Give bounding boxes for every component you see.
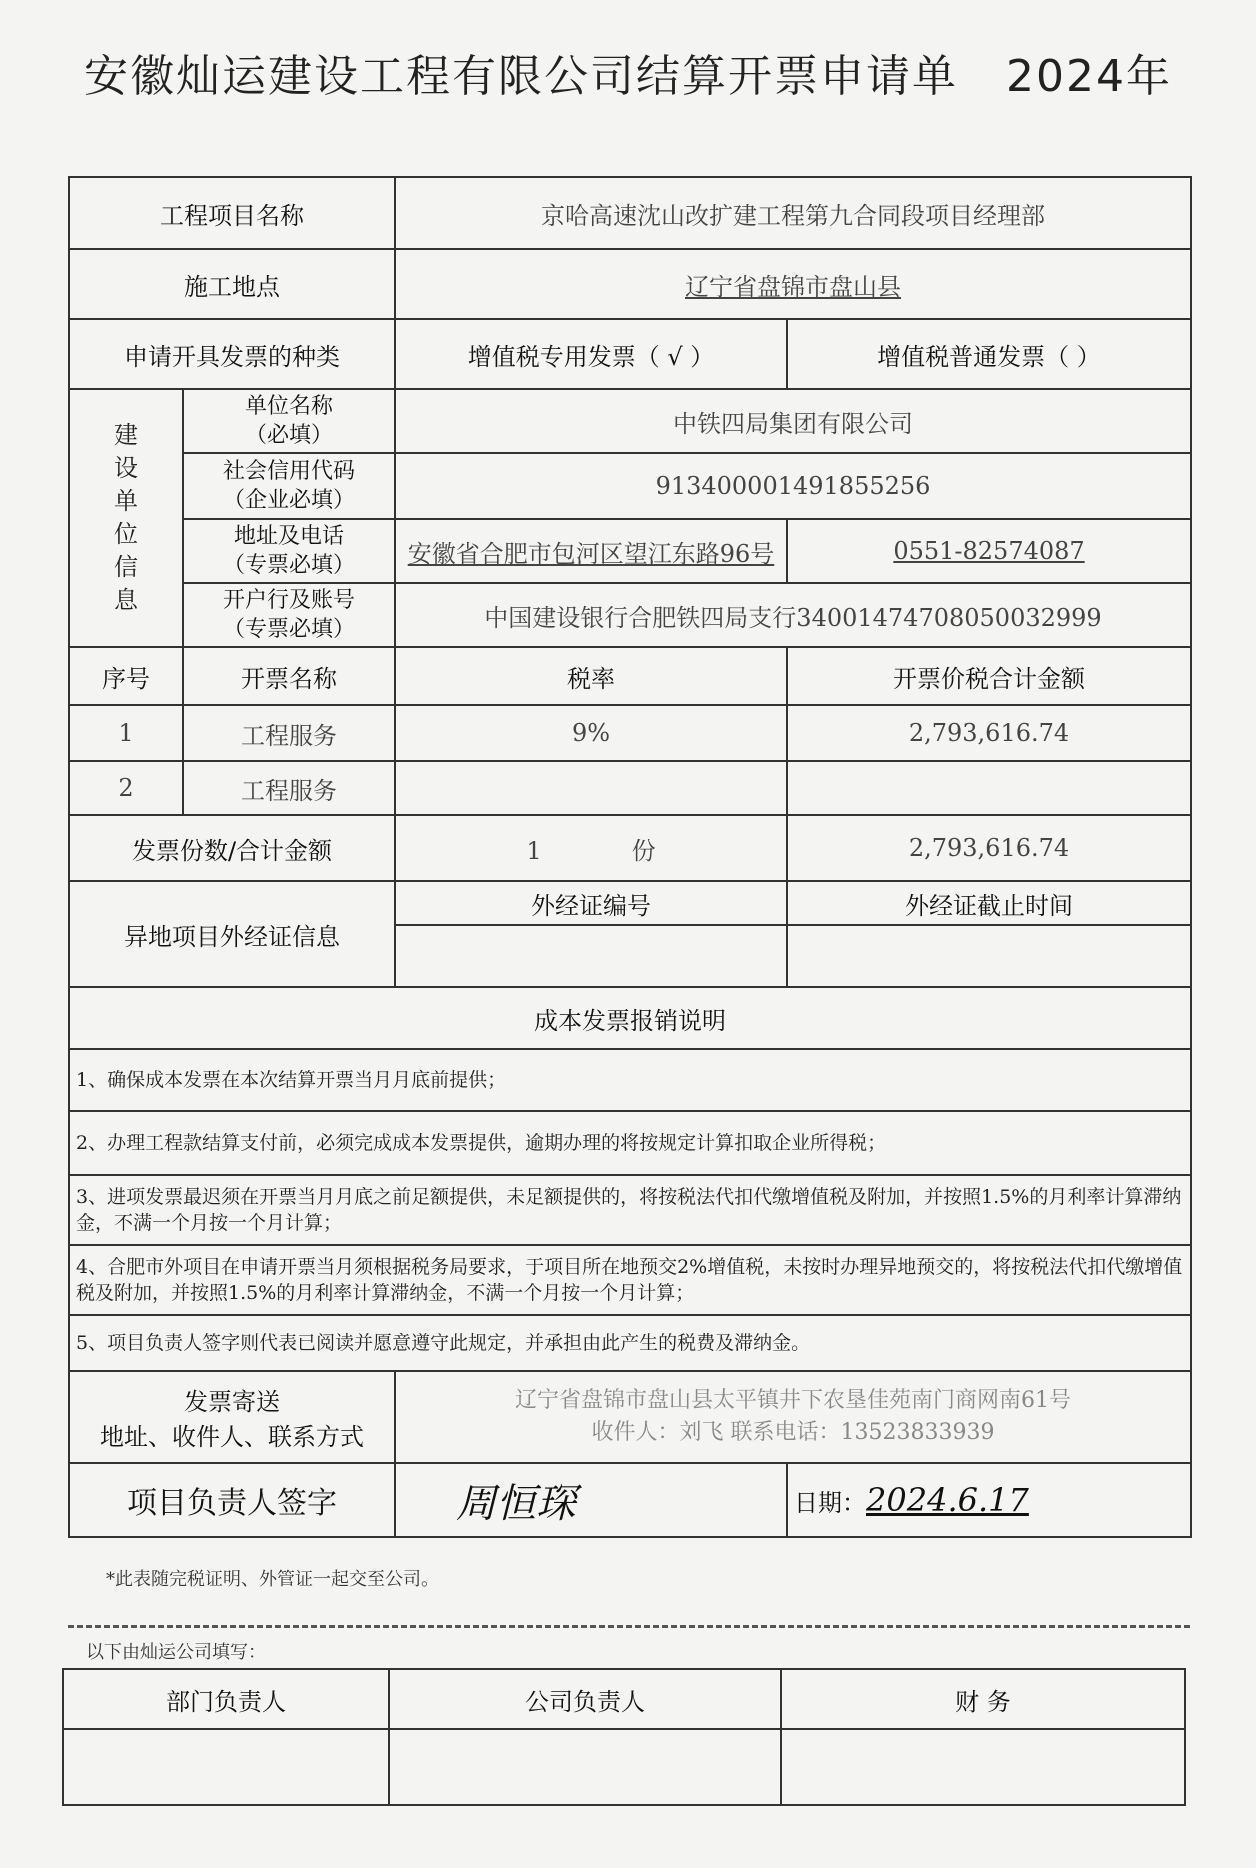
- totals-amount: 2,793,616.74: [787, 815, 1191, 881]
- signature-value: 周恒琛: [395, 1463, 787, 1537]
- builder-name-value: 中铁四局集团有限公司: [395, 389, 1191, 453]
- col-header-amount: 开票价税合计金额: [787, 647, 1191, 705]
- item-rate: 9%: [395, 705, 787, 761]
- item-no: 1: [69, 705, 183, 761]
- credit-code-label: [183, 453, 395, 519]
- col-header-no: 序号: [69, 647, 183, 705]
- table-row: [69, 761, 1191, 815]
- item-amount: 2,793,616.74: [787, 705, 1191, 761]
- mailing-recipient: 收件人：刘飞 联系电话：13523833939: [591, 1420, 995, 1445]
- notes-title: 成本发票报销说明: [69, 987, 1191, 1049]
- company-head-sign: [389, 1729, 781, 1805]
- note-item-1: 1、确保成本发票在本次结算开票当月月底前提供；: [69, 1049, 1191, 1111]
- builder-name-label: [183, 389, 395, 453]
- permit-no-label: 外经证编号: [395, 881, 787, 925]
- permit-no-value: [395, 925, 787, 987]
- date-label: 日期：: [794, 1489, 866, 1517]
- address-phone-req: （专票必填）: [222, 553, 355, 578]
- item-amount: [787, 761, 1191, 815]
- mailing-label-1: 发票寄送: [184, 1388, 280, 1416]
- invoice-type-label: 申请开具发票的种类: [69, 319, 395, 389]
- signature-date: [787, 1463, 1191, 1537]
- credit-code-req: （企业必填）: [222, 488, 355, 513]
- location-label: 施工地点: [69, 249, 395, 319]
- bank-account-label-text: 开户行及账号: [222, 588, 355, 613]
- address-phone-label: [183, 519, 395, 583]
- builder-name-req: （必填）: [244, 423, 333, 448]
- project-name-label: 工程项目名称: [69, 177, 395, 249]
- invoice-count: 1: [526, 836, 542, 865]
- invoice-count-unit: 份: [631, 836, 656, 865]
- address-value: 安徽省合肥市包河区望江东路96号: [395, 519, 787, 583]
- invoice-type-special: 增值税专用发票（ √ ）: [395, 319, 787, 389]
- company-head-label: 公司负责人: [389, 1669, 781, 1729]
- project-name-value: 京哈高速沈山改扩建工程第九合同段项目经理部: [395, 177, 1191, 249]
- dept-head-label: 部门负责人: [63, 1669, 389, 1729]
- item-name: 工程服务: [183, 761, 395, 815]
- table-row: [69, 705, 1191, 761]
- item-name: 工程服务: [183, 705, 395, 761]
- permit-deadline-label: 外经证截止时间: [787, 881, 1191, 925]
- title-year: 2024年: [1006, 51, 1172, 102]
- location-value: 辽宁省盘锦市盘山县: [395, 249, 1191, 319]
- bank-account-value: 中国建设银行合肥铁四局支行34001474708050032999: [395, 583, 1191, 647]
- item-rate: [395, 761, 787, 815]
- note-item-5: 5、项目负责人签字则代表已阅读并愿意遵守此规定，并承担由此产生的税费及滞纳金。: [69, 1315, 1191, 1371]
- bank-account-req: （专票必填）: [222, 617, 355, 642]
- dept-head-sign: [63, 1729, 389, 1805]
- finance-sign: [781, 1729, 1185, 1805]
- totals-label: 发票份数/合计金额: [69, 815, 395, 881]
- title-text: 安徽灿运建设工程有限公司结算开票申请单: [84, 51, 958, 102]
- permit-deadline-value: [787, 925, 1191, 987]
- note-item-2: 2、办理工程款结算支付前，必须完成成本发票提供，逾期办理的将按规定计算扣取企业所得税；: [69, 1111, 1191, 1175]
- company-fill-label: 以下由灿运公司填写：: [86, 1642, 266, 1663]
- col-header-rate: 税率: [395, 647, 787, 705]
- builder-info-label: [69, 389, 183, 647]
- note-item-4: 4、合肥市外项目在申请开票当月须根据税务局要求，于项目所在地预交2%增值税，未按时办理异地预交的，将按税法代扣代缴增值税及附加，并按照1.5%的月利率计算滞纳金，不满一个月按一个月计算；: [69, 1245, 1191, 1315]
- bank-account-label: [183, 583, 395, 647]
- builder-info-text: 建 设 单 位 信 息: [114, 421, 138, 614]
- mailing-address: 辽宁省盘锦市盘山县太平镇井下农垦佳苑南门商网南61号: [515, 1388, 1071, 1413]
- footnote: *此表随完税证明、外管证一起交至公司。: [106, 1569, 439, 1590]
- date-value: 2024.6.17: [866, 1481, 1029, 1519]
- credit-code-label-text: 社会信用代码: [222, 459, 355, 484]
- builder-name-label-text: 单位名称: [244, 394, 333, 419]
- phone-value: 0551-82574087: [787, 519, 1191, 583]
- totals-count: [395, 815, 787, 881]
- dashed-divider: [68, 1625, 1190, 1628]
- col-header-name: 开票名称: [183, 647, 395, 705]
- mailing-label-2: 地址、收件人、联系方式: [100, 1423, 364, 1451]
- item-no: 2: [69, 761, 183, 815]
- invoice-request-table: [68, 176, 1192, 1538]
- address-phone-label-text: 地址及电话: [233, 524, 344, 549]
- mailing-value: [395, 1371, 1191, 1463]
- note-item-3: 3、进项发票最迟须在开票当月月底之前足额提供，未足额提供的，将按税法代扣代缴增值税及附加，并按照1.5%的月利率计算滞纳金，不满一个月按一个月计算；: [69, 1175, 1191, 1245]
- form-title: [0, 40, 1256, 104]
- finance-label: 财 务: [781, 1669, 1185, 1729]
- invoice-type-ordinary: 增值税普通发票（ ）: [787, 319, 1191, 389]
- company-sign-table: [62, 1668, 1186, 1806]
- signature-label: 项目负责人签字: [69, 1463, 395, 1537]
- mailing-label: [69, 1371, 395, 1463]
- credit-code-value: 913400001491855256: [395, 453, 1191, 519]
- permit-label: 异地项目外经证信息: [69, 881, 395, 987]
